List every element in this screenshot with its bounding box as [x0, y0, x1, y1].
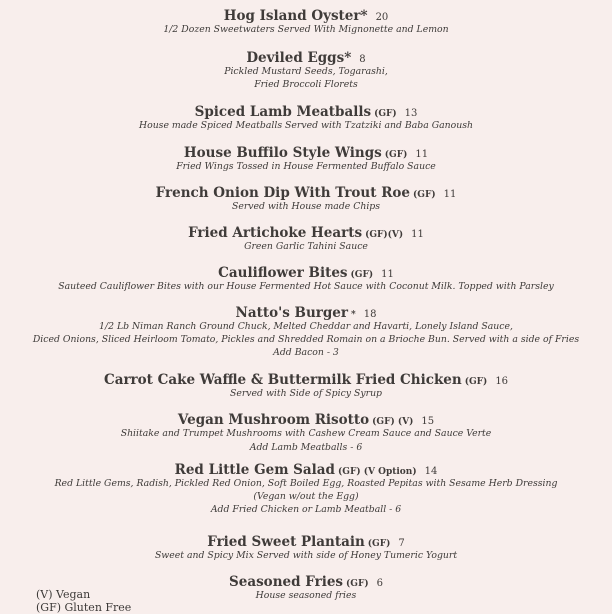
menu-item-description: Red Little Gems, Radish, Pickled Red Onion, Soft Boiled Egg, Roasted Pepitas with Sesame Herb Dressing — [54, 478, 558, 489]
menu-item-title — [0, 145, 612, 161]
menu-item — [0, 50, 612, 91]
menu-item — [0, 372, 612, 401]
menu-item-tag: (GF) — [413, 190, 436, 200]
menu-item-title — [0, 534, 612, 550]
menu-item-title — [0, 265, 612, 281]
menu-item-name: Seasoned Fries — [229, 574, 344, 590]
menu-item-addon: Add Lamb Meatballs - 6 — [249, 441, 363, 453]
menu-item-price: 11 — [411, 229, 424, 240]
menu-item-name: Carrot Cake Waffle & Buttermilk Fried Chicken — [103, 372, 462, 388]
menu-item-title — [0, 372, 612, 388]
menu-item-name: Red Little Gem Salad — [174, 462, 335, 478]
menu-item-description: Diced Onions, Sliced Heirloom Tomato, Pickles and Shredded Romain on a Brioche Bun. Served with a side of Fries — [32, 333, 580, 345]
dietary-legend — [36, 588, 131, 614]
menu-item — [0, 305, 612, 359]
menu-item-description: Pickled Mustard Seeds, Togarashi, — [224, 66, 388, 77]
menu-item-name: Cauliflower Bites — [218, 265, 348, 281]
menu-item-tag: * — [351, 310, 356, 320]
menu-item-title — [0, 305, 612, 321]
menu-item-description: 1/2 Dozen Sweetwaters Served With Mignonette and Lemon — [163, 24, 449, 35]
menu-item-price: 6 — [376, 578, 383, 589]
menu-item-price: 7 — [398, 538, 405, 549]
menu-item-addon: Add Bacon - 3 — [273, 347, 339, 358]
menu-item-tag: (GF) — [350, 270, 374, 280]
menu-item-name: Hog Island Oyster* — [223, 8, 368, 24]
menu-item-price: 13 — [404, 108, 418, 119]
menu-item-tag: (GF) — [384, 150, 408, 160]
menu-item-title — [0, 185, 612, 201]
menu-item-description: Green Garlic Tahini Sauce — [244, 241, 368, 252]
menu-item-name: House Buffilo Style Wings — [183, 145, 382, 161]
menu-item-price: 11 — [443, 189, 457, 200]
menu-item-name: Deviled Eggs* — [246, 50, 352, 66]
menu-item-tag: (GF) — [346, 579, 369, 589]
menu-item-name: Natto's Burger — [235, 305, 349, 321]
menu-item — [0, 145, 612, 174]
menu-item-tag: (GF) (V) — [372, 417, 414, 427]
menu-item — [0, 104, 612, 133]
menu-item-name: Fried Artichoke Hearts — [188, 225, 363, 241]
menu-item — [0, 225, 612, 254]
menu-item-price: 11 — [415, 149, 429, 160]
menu-item-description: House made Spiced Meatballs Served with Tzatziki and Baba Ganoush — [138, 120, 474, 131]
menu-item-tag: (GF)(V) — [365, 230, 404, 240]
menu-item-description: Served with Side of Spicy Syrup — [229, 388, 383, 399]
menu-item-tag: (GF) — [367, 539, 391, 549]
menu-item-tag: (GF) — [374, 109, 397, 119]
menu-item-name: French Onion Dip With Trout Roe — [155, 185, 411, 201]
menu-item-name: Spiced Lamb Meatballs — [194, 104, 372, 120]
menu-item — [0, 265, 612, 294]
menu-item-title — [0, 412, 612, 428]
menu-item — [0, 462, 612, 516]
menu-item — [0, 185, 612, 214]
menu-item — [0, 412, 612, 454]
menu-item-name: Vegan Mushroom Risotto — [177, 412, 370, 428]
menu-item-description: Fried Wings Tossed in House Fermented Buffalo Sauce — [176, 161, 436, 172]
menu-item-description: Fried Broccoli Florets — [254, 78, 358, 90]
menu-item — [0, 534, 612, 563]
menu-item-description: Sweet and Spicy Mix Served with side of Honey Tumeric Yogurt — [154, 550, 458, 561]
menu-item-description: Served with House made Chips — [231, 201, 381, 212]
menu-item-name: Fried Sweet Plantain — [207, 534, 365, 550]
menu-item-price: 15 — [421, 416, 435, 427]
menu-item-title — [0, 225, 612, 241]
menu-item-addon: Add Fried Chicken or Lamb Meatball - 6 — [210, 504, 402, 515]
menu-item-description: House seasoned fries — [255, 590, 357, 601]
menu-item-price: 14 — [424, 466, 438, 477]
menu-item-title — [0, 104, 612, 120]
menu-item — [0, 8, 612, 37]
menu-item-price: 8 — [359, 54, 366, 65]
menu-item-title — [0, 8, 612, 24]
menu-item-price: 20 — [375, 12, 389, 23]
menu-item-description: 1/2 Lb Niman Ranch Ground Chuck, Melted Cheddar and Havarti, Lonely Island Sauce, — [99, 321, 513, 332]
menu-item-price: 16 — [495, 376, 509, 387]
menu-item-description: (Vegan w/out the Egg) — [253, 490, 359, 502]
menu-item-tag: (GF) — [464, 377, 488, 387]
menu-item-description: Sauteed Cauliflower Bites with our House Fermented Hot Sauce with Coconut Milk. Topped with Parsley — [58, 281, 554, 292]
legend-gluten-free: (GF) Gluten Free — [36, 601, 132, 614]
menu-item-title — [0, 50, 612, 66]
legend-vegan: (V) Vegan — [36, 588, 91, 601]
menu-item-price: 11 — [381, 269, 394, 280]
menu-item-description: Shiitake and Trumpet Mushrooms with Cashew Cream Sauce and Sauce Verte — [120, 428, 492, 439]
menu-item-price: 18 — [363, 309, 377, 320]
menu-item-tag: (GF) (V Option) — [338, 467, 417, 477]
menu-item-title — [0, 462, 612, 478]
